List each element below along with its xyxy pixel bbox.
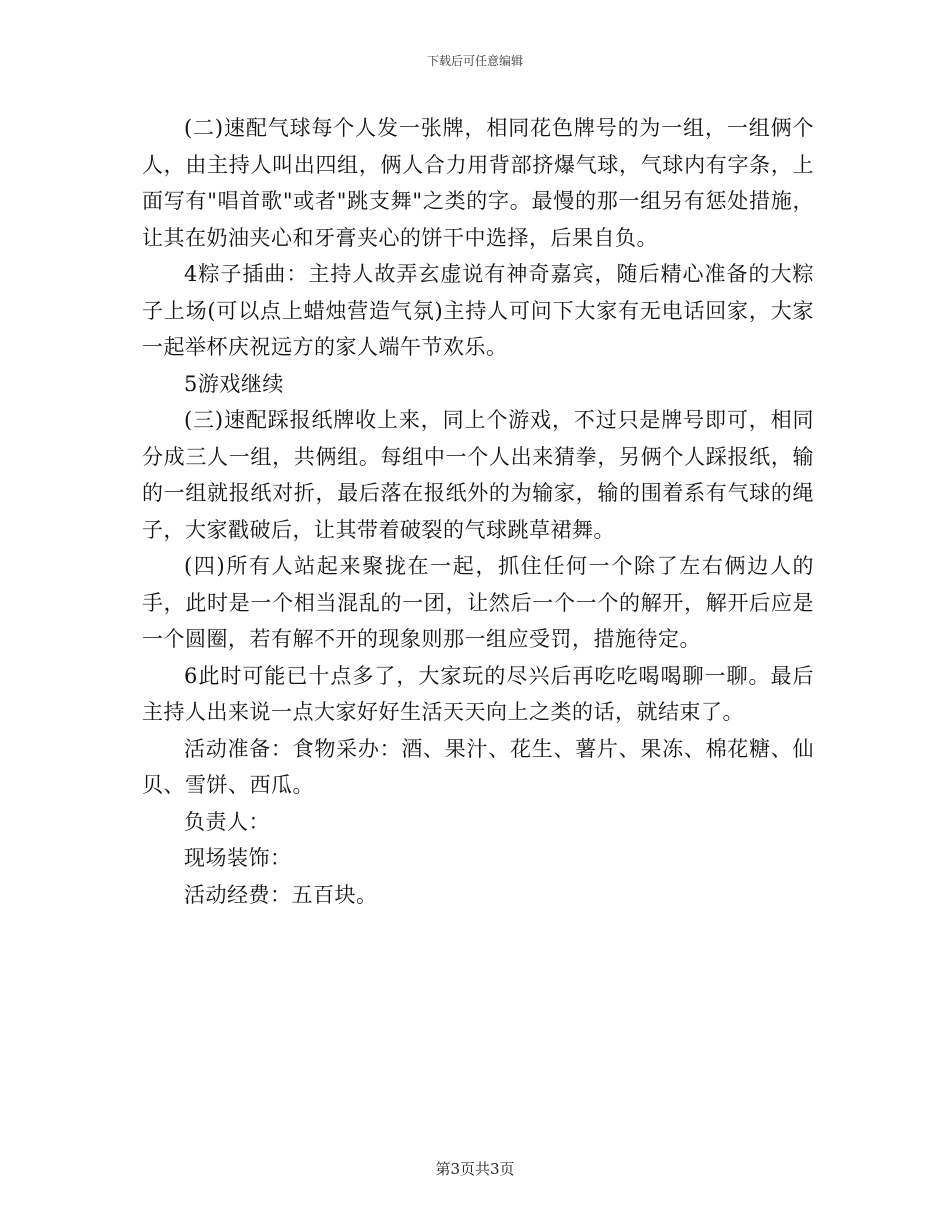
- paragraph-budget: 活动经费：五百块。: [184, 882, 378, 907]
- paragraph-newspaper-game: (三)速配踩报纸牌收上来，同上个游戏，不过只是牌号即可，相同分成三人一组，共俩组。每组中一个人出来猜拳，另俩个人踩报纸，输的一组就报纸对折，最后落在报纸外的为输家，输的围着系有气球的绳子，大家戳破后，让其带着破裂的气球跳草裙舞。: [142, 408, 814, 542]
- paragraph-hand-knot-game: (四)所有人站起来聚拢在一起，抓住任何一个除了左右俩边人的手，此时是一个相当混乱的一团，让然后一个一个的解开，解开后应是一个圆圈，若有解不开的现象则那一组应受罚，措施待定。: [142, 554, 814, 651]
- page-number: 第3页共3页: [435, 1160, 515, 1178]
- paragraph-decoration: 现场装饰：: [184, 846, 292, 870]
- page-header: 下载后可任意编辑: [426, 54, 523, 68]
- paragraph-balloon-game: (二)速配气球每个人发一张牌，相同花色牌号的为一组，一组俩个人，由主持人叫出四组，俩人合力用背部挤爆气球，气球内有字条，上面写有"唱首歌"或者"跳支舞"之类的字。最慢的那一组另有惩处措施，让其在奶油夹心和牙膏夹心的饼干中选择，后果自负。: [142, 116, 814, 250]
- paragraph-zongzi-interlude: 4粽子插曲：主持人故弄玄虚说有神奇嘉宾，随后精心准备的大粽子上场(可以点上蜡烛营造气氛)主持人可问下大家有无电话回家，大家一起举杯庆祝远方的家人端午节欢乐。: [142, 262, 814, 359]
- paragraph-preparation: 活动准备：食物采办：酒、果汁、花生、薯片、果冻、棉花糖、仙贝、雪饼、西瓜。: [142, 736, 814, 797]
- document-body: [142, 110, 814, 913]
- paragraph-game-continue: 5游戏继续: [184, 371, 284, 396]
- paragraph-person-in-charge: 负责人：: [184, 809, 270, 834]
- paragraph-closing: 6此时可能已十点多了，大家玩的尽兴后再吃吃喝喝聊一聊。最后主持人出来说一点大家好好生活天天向上之类的话，就结束了。: [142, 663, 814, 724]
